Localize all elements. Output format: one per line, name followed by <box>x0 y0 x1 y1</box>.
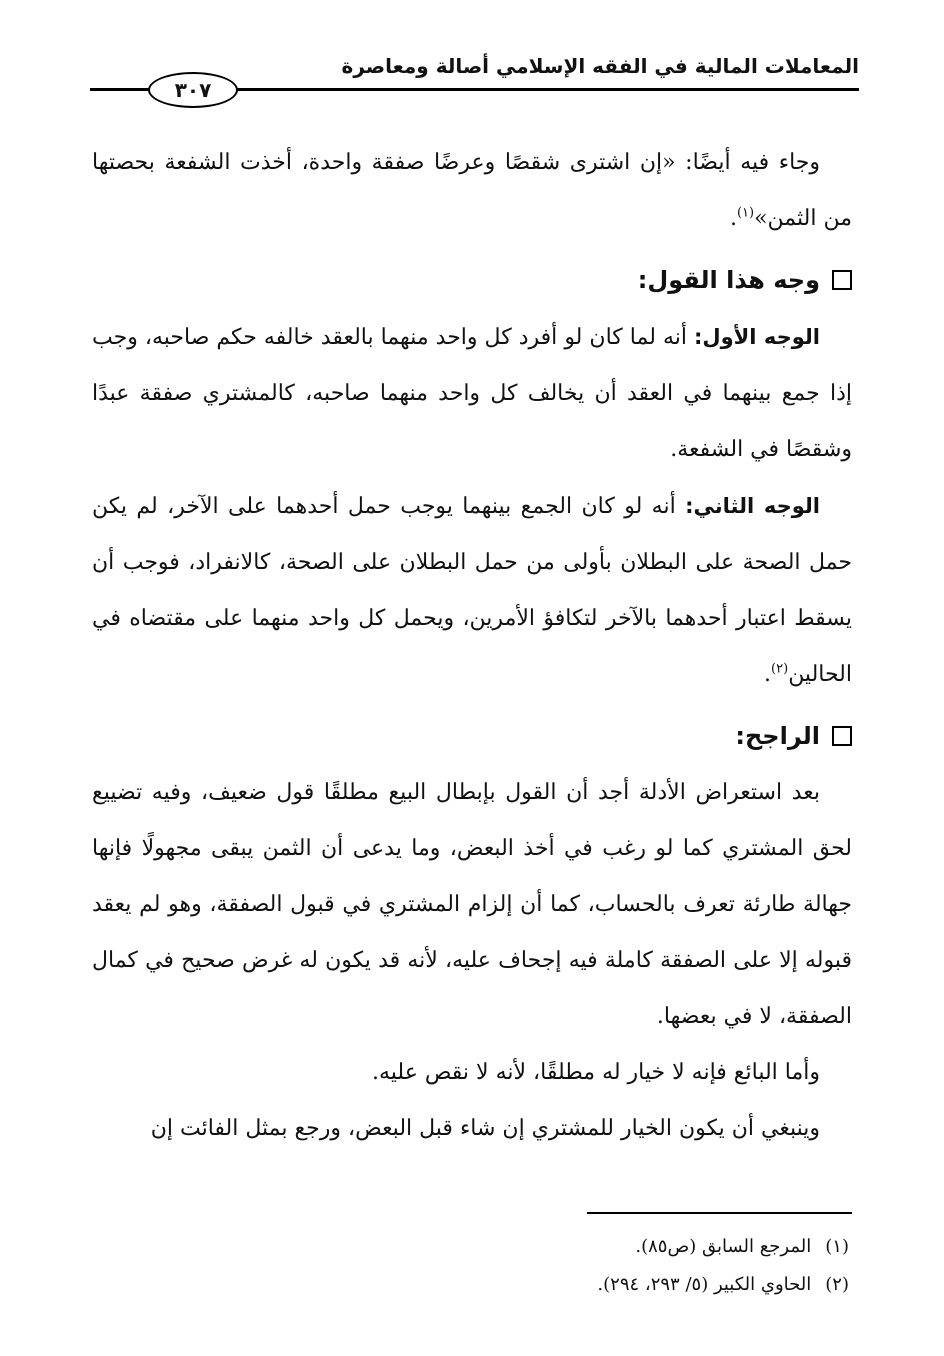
footnote-2-text: الحاوي الكبير (٥/ ٢٩٣، ٢٩٤). <box>597 1274 812 1295</box>
book-title: المعاملات المالية في الفقه الإسلامي أصالة ومعاصرة <box>341 54 859 78</box>
paragraph-3-end: . <box>764 662 772 687</box>
footnote-1-text: المرجع السابق (ص٨٥). <box>635 1236 812 1257</box>
main-text <box>92 135 852 1157</box>
paragraph-3-lead: الوجه الثاني: <box>685 494 820 518</box>
paragraph-5: وأما البائع فإنه لا خيار له مطلقًا، لأنه لا نقص عليه. <box>372 1060 820 1085</box>
footnote-2 <box>92 1266 849 1304</box>
paragraph-4: بعد استعراض الأدلة أجد أن القول بإبطال البيع مطلقًا قول ضعيف، وفيه تضييع لحق المشتري كما لو رغب في أخذ البعض، وما يدعى أن الثمن يبقى مجهولًا فإنها جهالة طارئة تعرف بالحساب، كما أن إلزام المشتري في قبول الصفقة، وهو لم يعقد قبوله إلا على الصفقة كاملة فيه إجحاف عليه، لأنه قد يكون له غرض صحيح في كمال الصفقة، لا في بعضها. <box>92 780 852 1029</box>
footnote-1 <box>92 1228 849 1266</box>
section-heading-1-text: وجه هذا القول: <box>637 266 820 294</box>
section-heading-2-text: الراجح: <box>735 722 820 750</box>
footnote-divider <box>587 1212 852 1214</box>
footnote-ref-2: (٢) <box>771 661 789 677</box>
paragraph-1-end: . <box>729 206 737 231</box>
paragraph-1 <box>92 135 852 247</box>
footnote-2-number: (٢) <box>825 1274 849 1295</box>
page-number: ٣٠٧ <box>148 72 238 108</box>
page-header <box>90 48 859 106</box>
paragraph-3-text: أنه لو كان الجمع بينهما يوجب حمل أحدهما على الآخر، لم يكن حمل الصحة على البطلان بأولى من حمل البطلان على الصحة، كالانفراد، فوجب أن يسقط اعتبار أحدهما بالآخر لتكافؤ الأمرين، ويحمل كل واحد منهما على مقتضاه في الحالين <box>92 494 852 687</box>
footnote-ref-1: (١) <box>736 205 755 221</box>
paragraph-2-lead: الوجه الأول: <box>694 325 820 349</box>
section-heading-1 <box>92 255 852 305</box>
paragraph-2 <box>92 309 852 478</box>
paragraph-3 <box>92 478 852 703</box>
square-bullet-icon <box>832 270 852 290</box>
paragraph-2-text: أنه لما كان لو أفرد كل واحد منهما بالعقد خالفه حكم صاحبه، وجب إذا جمع بينهما في العقد أن يخالف كل واحد منهما صاحبه، كالمشتري صفقة عبدًا وشقصًا في الشفعة. <box>92 325 852 462</box>
footnote-1-number: (١) <box>825 1236 849 1257</box>
section-heading-2 <box>92 711 852 761</box>
footnotes <box>92 1228 849 1304</box>
paragraph-1-text: وجاء فيه أيضًا: «إن اشترى شقصًا وعرضًا صفقة واحدة، أخذت الشفعة بحصتها من الثمن» <box>92 150 852 231</box>
square-bullet-icon <box>832 726 852 746</box>
paragraph-6: وينبغي أن يكون الخيار للمشتري إن شاء قبل البعض، ورجع بمثل الفائت إن <box>150 1116 820 1141</box>
